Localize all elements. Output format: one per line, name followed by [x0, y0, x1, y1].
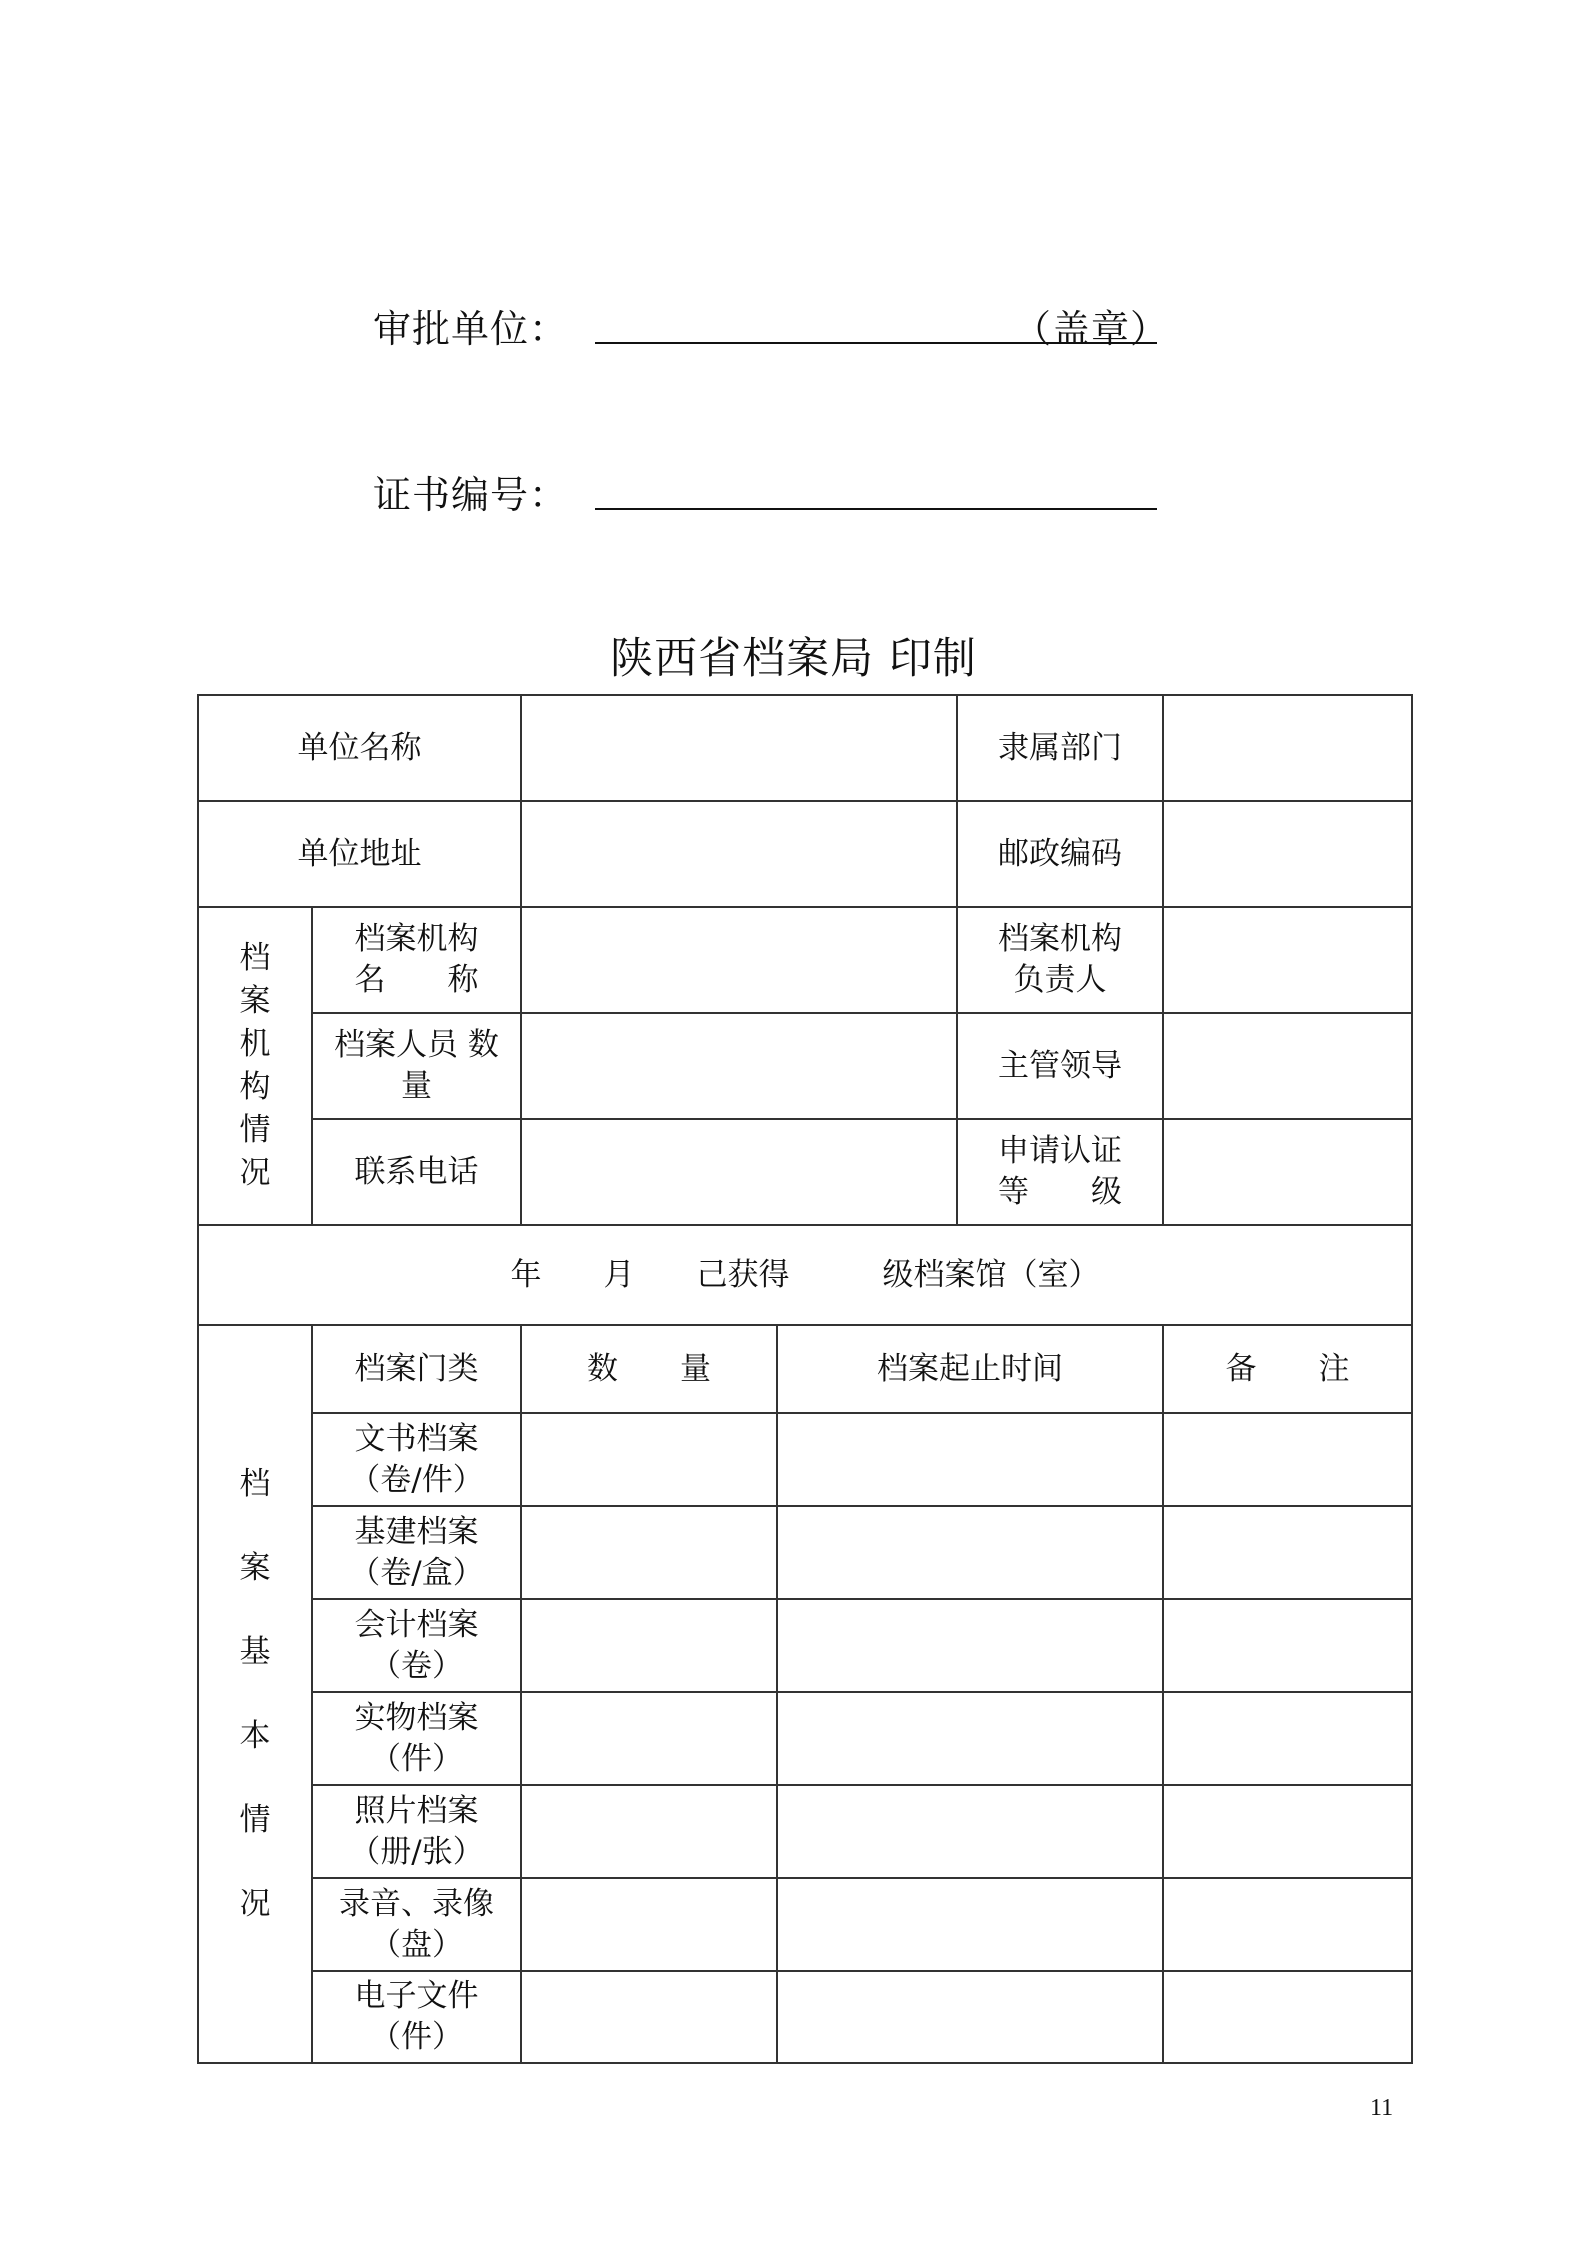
org-section-label	[198, 907, 312, 1225]
obtained-level-row[interactable]: 年 月 己获得 级档案馆（室）	[198, 1225, 1412, 1325]
org-head-label	[957, 907, 1163, 1013]
archive-form-table	[197, 694, 1413, 2064]
category-name: 电子文件	[354, 1978, 479, 2014]
certificate-number-field[interactable]	[595, 508, 1157, 510]
staff-count-label	[312, 1013, 521, 1119]
table-row	[198, 1119, 1412, 1225]
certificate-number-label: 证书编号：	[373, 473, 569, 517]
org-head-line1: 档案机构	[998, 921, 1122, 957]
unit-address-input[interactable]	[521, 801, 957, 907]
table-row	[198, 1599, 1412, 1692]
category-name: 基建档案	[354, 1513, 479, 1550]
org-head-line2: 负责人	[1013, 962, 1107, 998]
category-name: 会计档案	[354, 1606, 479, 1643]
postal-code-input[interactable]	[1163, 801, 1412, 907]
org-name-line1: 档案机构	[354, 921, 479, 957]
table-header-row	[198, 1325, 1412, 1413]
cert-level-line2: 等 级	[998, 1174, 1122, 1210]
remarks-input[interactable]	[1163, 1599, 1412, 1692]
issuer-title: 陕西省档案局 印制	[610, 634, 977, 684]
category-name: 照片档案	[354, 1792, 479, 1829]
page-number: 11	[1370, 2095, 1394, 2121]
period-input[interactable]	[777, 1692, 1163, 1785]
category-unit: （册/张）	[349, 1833, 484, 1870]
staff-count-line1: 档案人员 数	[334, 1027, 499, 1063]
table-row	[198, 1413, 1412, 1506]
period-input[interactable]	[777, 1785, 1163, 1878]
remarks-input[interactable]	[1163, 1692, 1412, 1785]
basic-section-label	[198, 1325, 312, 2063]
category-label	[312, 1413, 521, 1506]
table-row	[198, 1225, 1412, 1325]
quantity-input[interactable]	[521, 1785, 777, 1878]
period-input[interactable]	[777, 1878, 1163, 1971]
table-row	[198, 907, 1412, 1013]
category-unit: （件）	[370, 1740, 463, 1777]
remarks-input[interactable]	[1163, 1413, 1412, 1506]
basic-section-text: 档案基本情况	[239, 1466, 271, 1922]
table-row	[198, 801, 1412, 907]
remarks-input[interactable]	[1163, 1878, 1412, 1971]
col-period-header: 档案起止时间	[777, 1325, 1163, 1413]
table-row	[198, 1013, 1412, 1119]
department-label: 隶属部门	[957, 695, 1163, 801]
table-row	[198, 1506, 1412, 1599]
col-quantity-header: 数 量	[521, 1325, 777, 1413]
staff-count-input[interactable]	[521, 1013, 957, 1119]
quantity-input[interactable]	[521, 1692, 777, 1785]
cert-level-input[interactable]	[1163, 1119, 1412, 1225]
category-unit: （卷/盒）	[349, 1554, 484, 1591]
remarks-input[interactable]	[1163, 1506, 1412, 1599]
table-row	[198, 1785, 1412, 1878]
supervisor-label: 主管领导	[957, 1013, 1163, 1119]
quantity-input[interactable]	[521, 1971, 777, 2063]
supervisor-input[interactable]	[1163, 1013, 1412, 1119]
category-label	[312, 1971, 521, 2063]
category-unit: （卷）	[370, 1647, 463, 1684]
seal-note: （盖章）	[1013, 307, 1170, 351]
category-name: 录音、录像	[339, 1885, 494, 1922]
quantity-input[interactable]	[521, 1506, 777, 1599]
period-input[interactable]	[777, 1413, 1163, 1506]
category-unit: （卷/件）	[349, 1461, 484, 1498]
category-label	[312, 1878, 521, 1971]
table-row	[198, 1971, 1412, 2063]
col-category-header: 档案门类	[312, 1325, 521, 1413]
table-row	[198, 1878, 1412, 1971]
quantity-input[interactable]	[521, 1599, 777, 1692]
category-unit: （盘）	[370, 1926, 463, 1963]
unit-name-label: 单位名称	[198, 695, 521, 801]
department-input[interactable]	[1163, 695, 1412, 801]
category-label	[312, 1599, 521, 1692]
period-input[interactable]	[777, 1506, 1163, 1599]
staff-count-line2: 量	[401, 1068, 432, 1104]
quantity-input[interactable]	[521, 1878, 777, 1971]
phone-input[interactable]	[521, 1119, 957, 1225]
postal-code-label: 邮政编码	[957, 801, 1163, 907]
unit-name-input[interactable]	[521, 695, 957, 801]
cert-level-line1: 申请认证	[998, 1133, 1122, 1169]
period-input[interactable]	[777, 1599, 1163, 1692]
category-label	[312, 1692, 521, 1785]
org-section-text: 档案机构情况	[239, 940, 271, 1191]
category-unit: （件）	[370, 2019, 463, 2055]
org-name-label	[312, 907, 521, 1013]
category-label	[312, 1785, 521, 1878]
category-label	[312, 1506, 521, 1599]
phone-label: 联系电话	[312, 1119, 521, 1225]
category-name: 文书档案	[354, 1420, 479, 1457]
org-name-line2: 名 称	[354, 962, 479, 998]
quantity-input[interactable]	[521, 1413, 777, 1506]
col-remarks-header: 备 注	[1163, 1325, 1412, 1413]
table-row	[198, 1692, 1412, 1785]
cert-level-label	[957, 1119, 1163, 1225]
remarks-input[interactable]	[1163, 1785, 1412, 1878]
table-row	[198, 695, 1412, 801]
org-name-input[interactable]	[521, 907, 957, 1013]
approval-unit-label: 审批单位：	[373, 307, 569, 351]
unit-address-label: 单位地址	[198, 801, 521, 907]
remarks-input[interactable]	[1163, 1971, 1412, 2063]
category-name: 实物档案	[354, 1699, 479, 1736]
org-head-input[interactable]	[1163, 907, 1412, 1013]
period-input[interactable]	[777, 1971, 1163, 2063]
